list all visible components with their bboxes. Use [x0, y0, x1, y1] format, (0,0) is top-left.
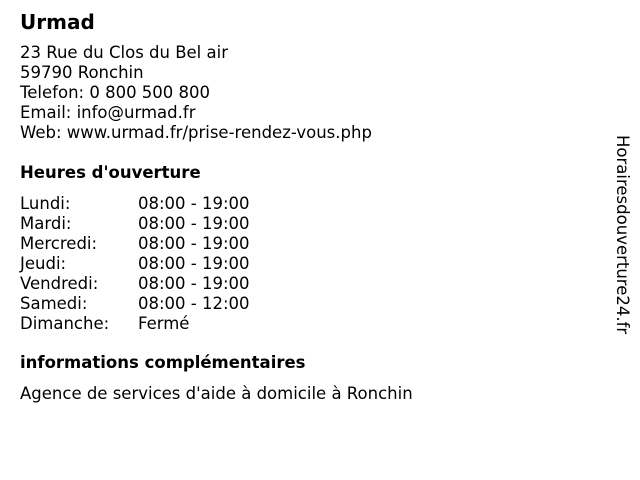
hours-row-sunday	[20, 314, 250, 334]
website-url: Web: www.urmad.fr/prise-rendez-vous.php	[20, 123, 372, 142]
business-contact	[20, 43, 372, 143]
time-value: 08:00 - 19:00	[138, 234, 250, 253]
info-heading: informations complémentaires	[20, 353, 306, 372]
time-value: 08:00 - 12:00	[138, 294, 250, 313]
email-address: Email: info@urmad.fr	[20, 103, 196, 122]
time-value: 08:00 - 19:00	[138, 214, 250, 233]
hours-row-saturday	[20, 294, 250, 314]
time-value: Fermé	[138, 314, 190, 333]
day-label: Lundi:	[20, 194, 71, 213]
time-value: 08:00 - 19:00	[138, 194, 250, 213]
hours-row-friday	[20, 274, 250, 294]
day-label: Jeudi:	[20, 254, 67, 273]
info-description: Agence de services d'aide à domicile à Ronchin	[20, 384, 413, 403]
site-brand-vertical: Horairesdouverture24.fr	[613, 135, 632, 335]
day-label: Samedi:	[20, 294, 88, 313]
address-city: 59790 Ronchin	[20, 63, 144, 82]
phone-number: Telefon: 0 800 500 800	[20, 83, 211, 102]
time-value: 08:00 - 19:00	[138, 254, 250, 273]
day-label: Mercredi:	[20, 234, 98, 253]
day-label: Vendredi:	[20, 274, 99, 293]
day-label: Mardi:	[20, 214, 72, 233]
time-value: 08:00 - 19:00	[138, 274, 250, 293]
hours-row-wednesday	[20, 234, 250, 254]
opening-hours-list	[20, 194, 250, 334]
day-label: Dimanche:	[20, 314, 110, 333]
hours-row-monday	[20, 194, 250, 214]
hours-row-tuesday	[20, 214, 250, 234]
hours-row-thursday	[20, 254, 250, 274]
business-name: Urmad	[20, 10, 95, 34]
hours-heading: Heures d'ouverture	[20, 163, 201, 182]
address-street: 23 Rue du Clos du Bel air	[20, 43, 228, 62]
